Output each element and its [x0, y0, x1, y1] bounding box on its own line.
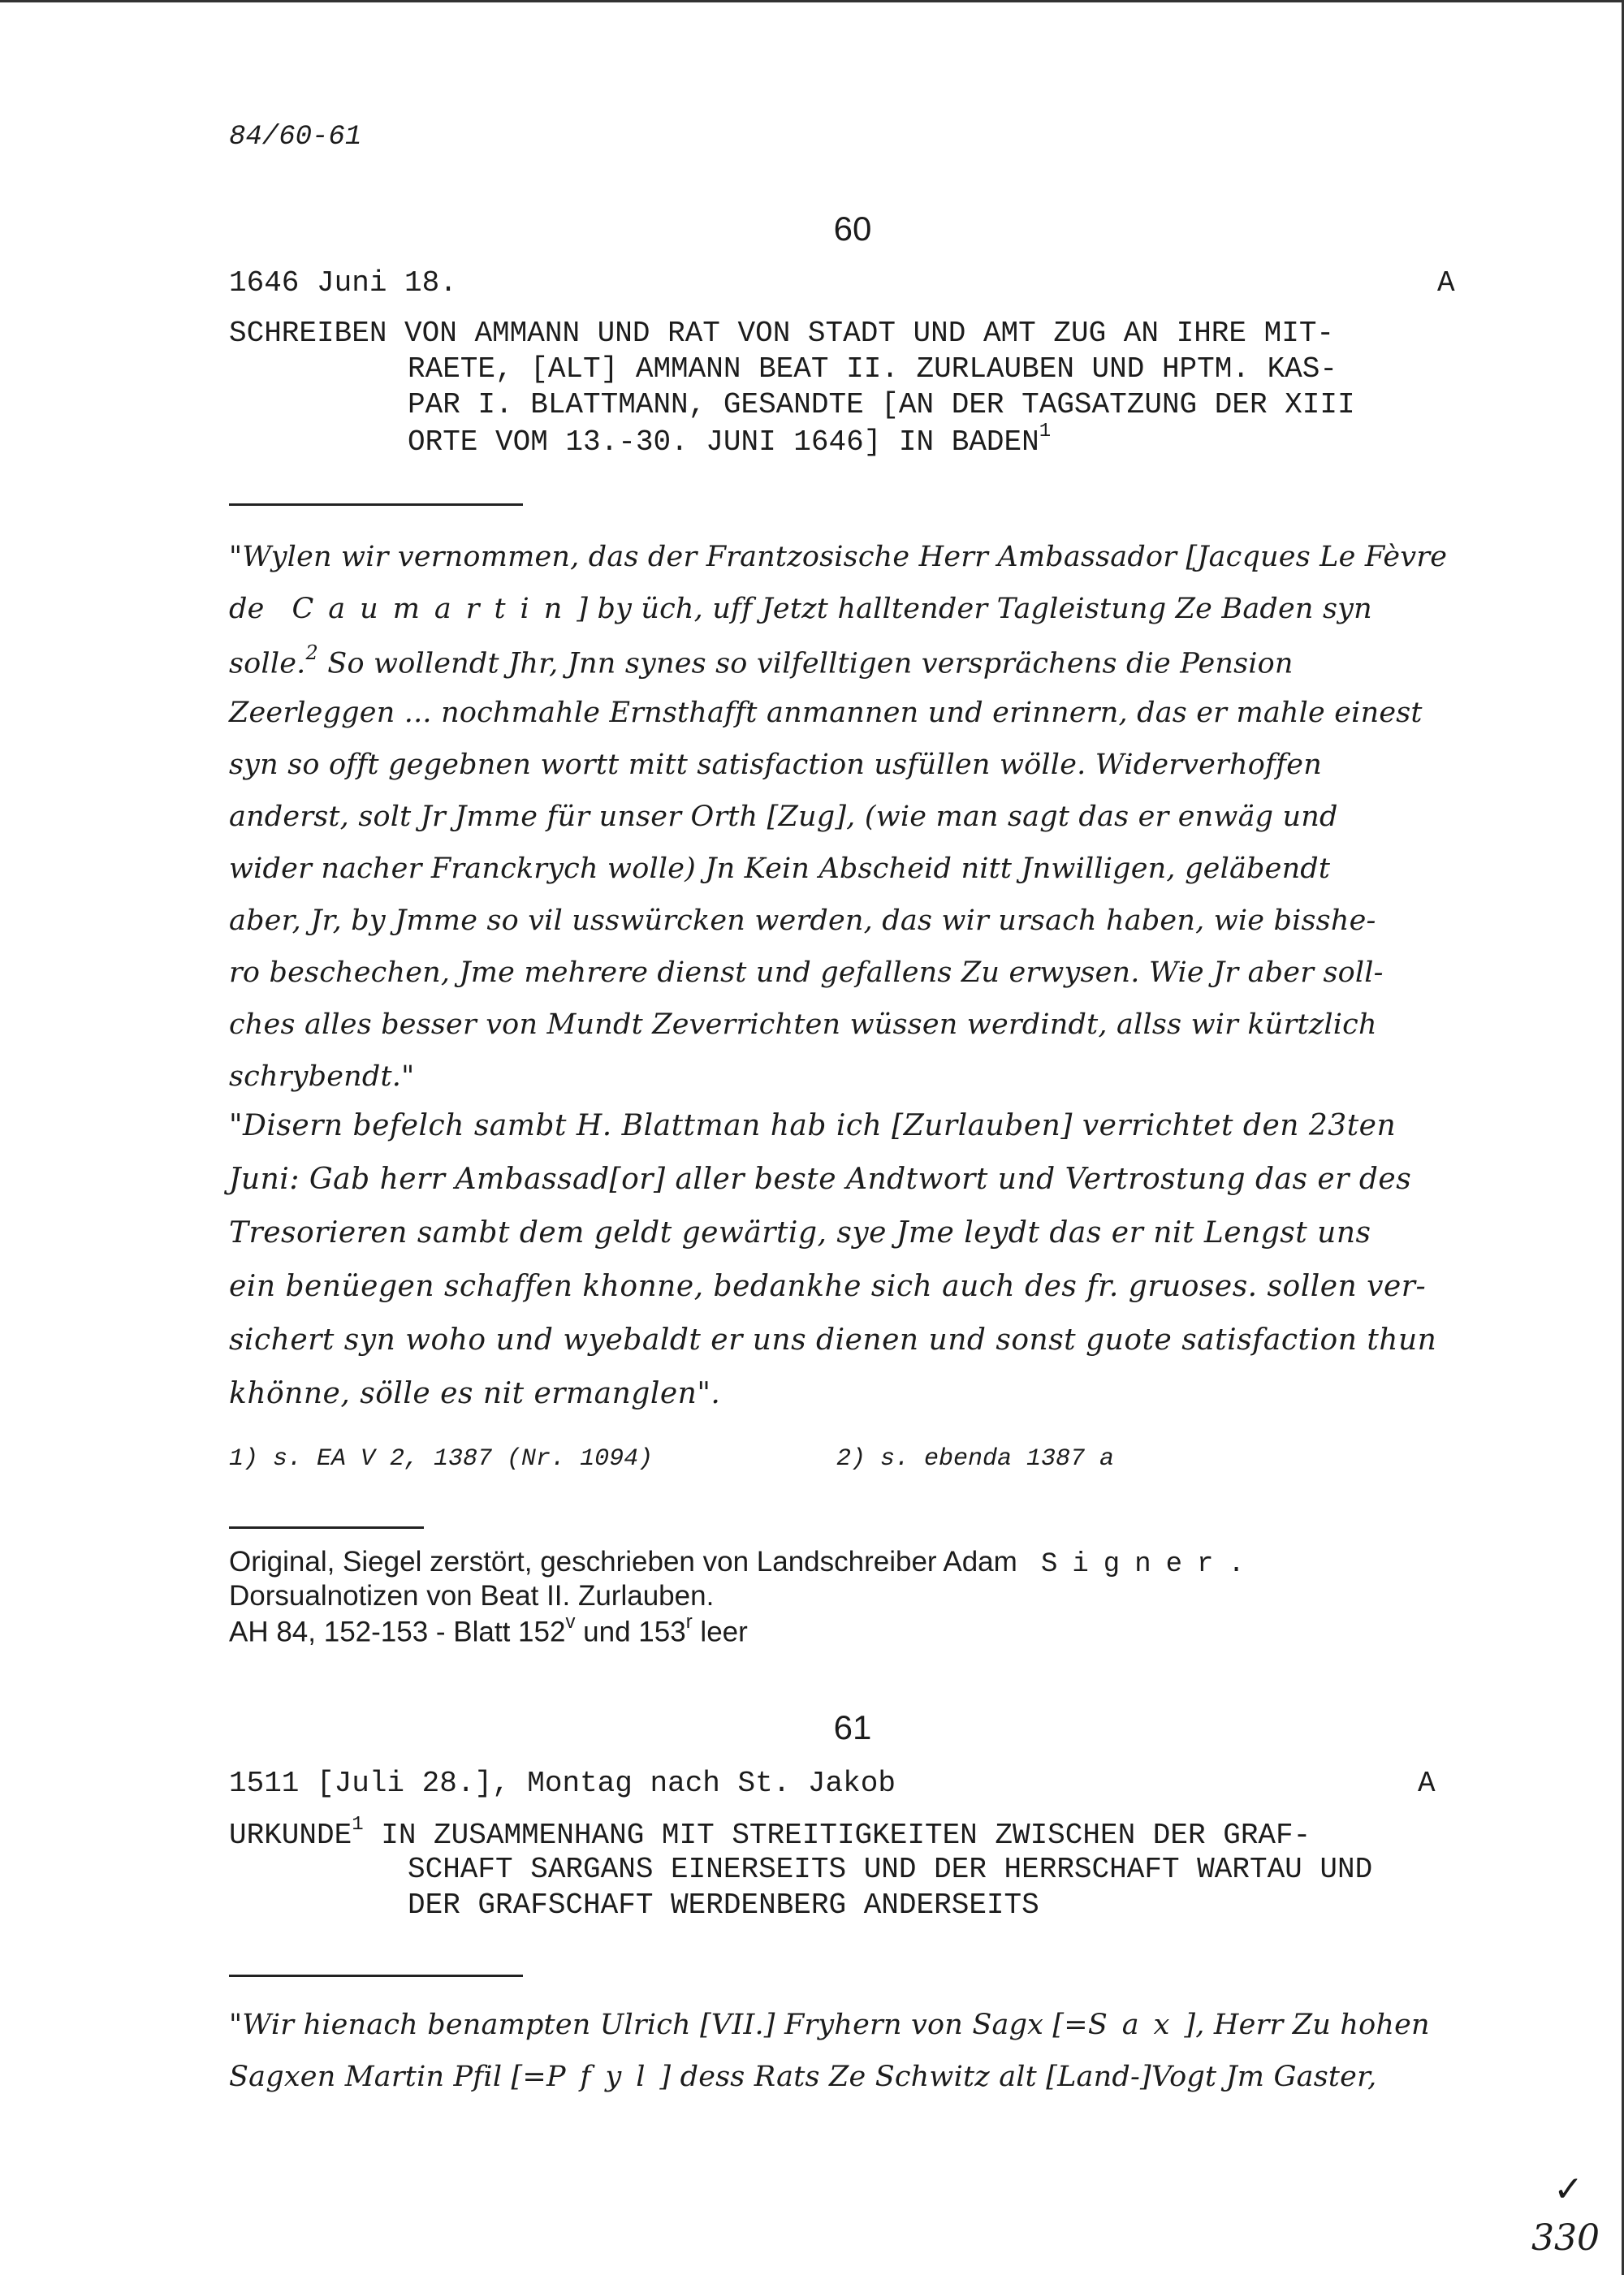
- doc60-heading-line: SCHREIBEN VON AMMANN UND RAT VON STADT UND AMT ZUG AN IHRE MIT-: [229, 317, 1335, 350]
- doc60-heading-line: [408, 421, 1052, 459]
- quote-line: "Disern befelch sambt H. Blattman hab ich [Zurlauben] verrichtet den 23ten: [229, 1109, 1397, 1142]
- doc60-heading-line: PAR I. BLATTMANN, GESANDTE [AN DER TAGSATZUNG DER XIII: [408, 388, 1355, 421]
- provenance-text: und 153: [575, 1616, 686, 1648]
- provenance-line: [229, 1546, 1259, 1580]
- quote-line: ro beschechen, Jme mehrere dienst und gefallens Zu erwysen. Wie Jr aber soll-: [229, 956, 1384, 989]
- quote-text: ], Herr Zu hohen: [1184, 2009, 1430, 2041]
- folio-marker: v: [565, 1611, 576, 1633]
- doc61-date: 1511 [Juli 28.], Montag nach St. Jakob: [229, 1767, 896, 1800]
- provenance-line: [229, 1611, 748, 1649]
- spaced-name: Caumartin: [292, 593, 577, 625]
- footnote-marker: 1: [352, 1814, 364, 1836]
- spaced-name: Sax: [1087, 2009, 1185, 2041]
- heading-text: IN ZUSAMMENHANG MIT STREITIGKEITEN ZWISCHEN DER GRAF-: [381, 1819, 1311, 1852]
- archive-page-mark: 330: [1531, 2217, 1600, 2259]
- archive-reference: 84/60-61: [229, 122, 362, 153]
- doc61-heading-line: DER GRAFSCHAFT WERDENBERG ANDERSEITS: [408, 1889, 1039, 1922]
- quote-line: ein benüegen schaffen khonne, bedankhe sich auch des fr. gruoses. sollen ver-: [229, 1270, 1427, 1303]
- quote-text: ] dess Rats Ze Schwitz alt [Land-]Vogt Jm Gaster,: [659, 2061, 1377, 2093]
- footnote-marker: 2: [305, 641, 318, 664]
- quote-text: solle.: [229, 647, 306, 680]
- quote-text: de: [229, 593, 265, 625]
- doc61-heading-line: [229, 1814, 1311, 1852]
- footnote: 1) s. EA V 2, 1387 (Nr. 1094): [229, 1445, 654, 1473]
- footnote-marker: 1: [1039, 421, 1052, 442]
- quote-line: schrybendt.": [229, 1060, 415, 1093]
- doc60-letter: A: [1437, 266, 1455, 300]
- footnote: 2) s. ebenda 1387 a: [836, 1445, 1115, 1473]
- provenance-text: Original, Siegel zerstört, geschrieben von Landschreiber Adam: [229, 1546, 1017, 1578]
- scan-border-top: [0, 0, 1624, 2]
- heading-text: ORTE VOM 13.-30. JUNI 1646] IN BADEN: [408, 425, 1039, 459]
- quote-line: Juni: Gab herr Ambassad[or] aller beste Andtwort und Vertrostung das er des: [229, 1163, 1412, 1196]
- quote-line: aber, Jr, by Jmme so vil usswürcken werden, das wir ursach haben, wie bisshe-: [229, 904, 1376, 937]
- doc60-date: 1646 Juni 18.: [229, 266, 457, 300]
- quote-line: "Wylen wir vernommen, das der Frantzosische Herr Ambassador [Jacques Le Fèvre: [229, 541, 1448, 573]
- quote-text: "Wir hienach benampten Ulrich [VII.] Fryhern von Sagx [=: [229, 2009, 1088, 2041]
- doc60-heading-line: RAETE, [ALT] AMMANN BEAT II. ZURLAUBEN UND HPTM. KAS-: [408, 352, 1337, 386]
- quote-line: sichert syn woho und wyebaldt er uns dienen und sonst guote satisfaction thun: [229, 1323, 1437, 1357]
- folio-marker: r: [685, 1611, 693, 1633]
- separator-rule: [229, 503, 523, 506]
- quote-line: ches alles besser von Mundt Zeverrichten wüssen werdindt, allss wir kürtzlich: [229, 1008, 1377, 1041]
- quote-line: Zeerleggen ... nochmahle Ernsthafft anmannen und erinnern, das er mahle einest: [229, 697, 1423, 729]
- quote-line: wider nacher Franckrych wolle) Jn Kein Abscheid nitt Jnwilligen, geläbendt: [229, 853, 1331, 885]
- doc61-heading-line: SCHAFT SARGANS EINERSEITS UND DER HERRSCHAFT WARTAU UND: [408, 1853, 1373, 1886]
- quote-text: Sagxen Martin Pfil [=: [229, 2061, 546, 2093]
- heading-text: URKUNDE: [229, 1819, 352, 1852]
- spaced-name: Signer.: [1041, 1549, 1259, 1580]
- checkmark-icon: ✓: [1553, 2169, 1583, 2210]
- quote-line: anderst, solt Jr Jmme für unser Orth [Zug], (wie man sagt das er enwäg und: [229, 801, 1338, 833]
- quote-line: [229, 593, 1372, 625]
- spaced-name: Pfyl: [546, 2061, 660, 2093]
- quote-text: ] by üch, uff Jetzt halltender Tagleistung Ze Baden syn: [577, 593, 1372, 625]
- provenance-line: Dorsualnotizen von Beat II. Zurlauben.: [229, 1580, 715, 1612]
- provenance-text: AH 84, 152-153 - Blatt 152: [229, 1616, 566, 1648]
- separator-rule: [229, 1526, 424, 1529]
- quote-text: So wollendt Jhr, Jnn synes so vilfelltigen versprächens die Pension: [317, 647, 1294, 680]
- quote-line: [229, 2009, 1430, 2041]
- quote-line: syn so offt gegebnen wortt mitt satisfaction usfüllen wölle. Widerverhoffen: [229, 749, 1322, 781]
- document-number-61: 61: [833, 1708, 872, 1746]
- separator-rule: [229, 1975, 523, 1977]
- doc61-letter: A: [1418, 1767, 1436, 1800]
- quote-line: [229, 2061, 1377, 2093]
- quote-line: khönne, sölle es nit ermanglen".: [229, 1377, 721, 1410]
- document-number-60: 60: [833, 209, 872, 248]
- quote-line: Tresorieren sambt dem geldt gewärtig, sye Jme leydt das er nit Lengst uns: [229, 1216, 1371, 1250]
- provenance-text: leer: [692, 1616, 748, 1648]
- quote-line: [229, 641, 1294, 680]
